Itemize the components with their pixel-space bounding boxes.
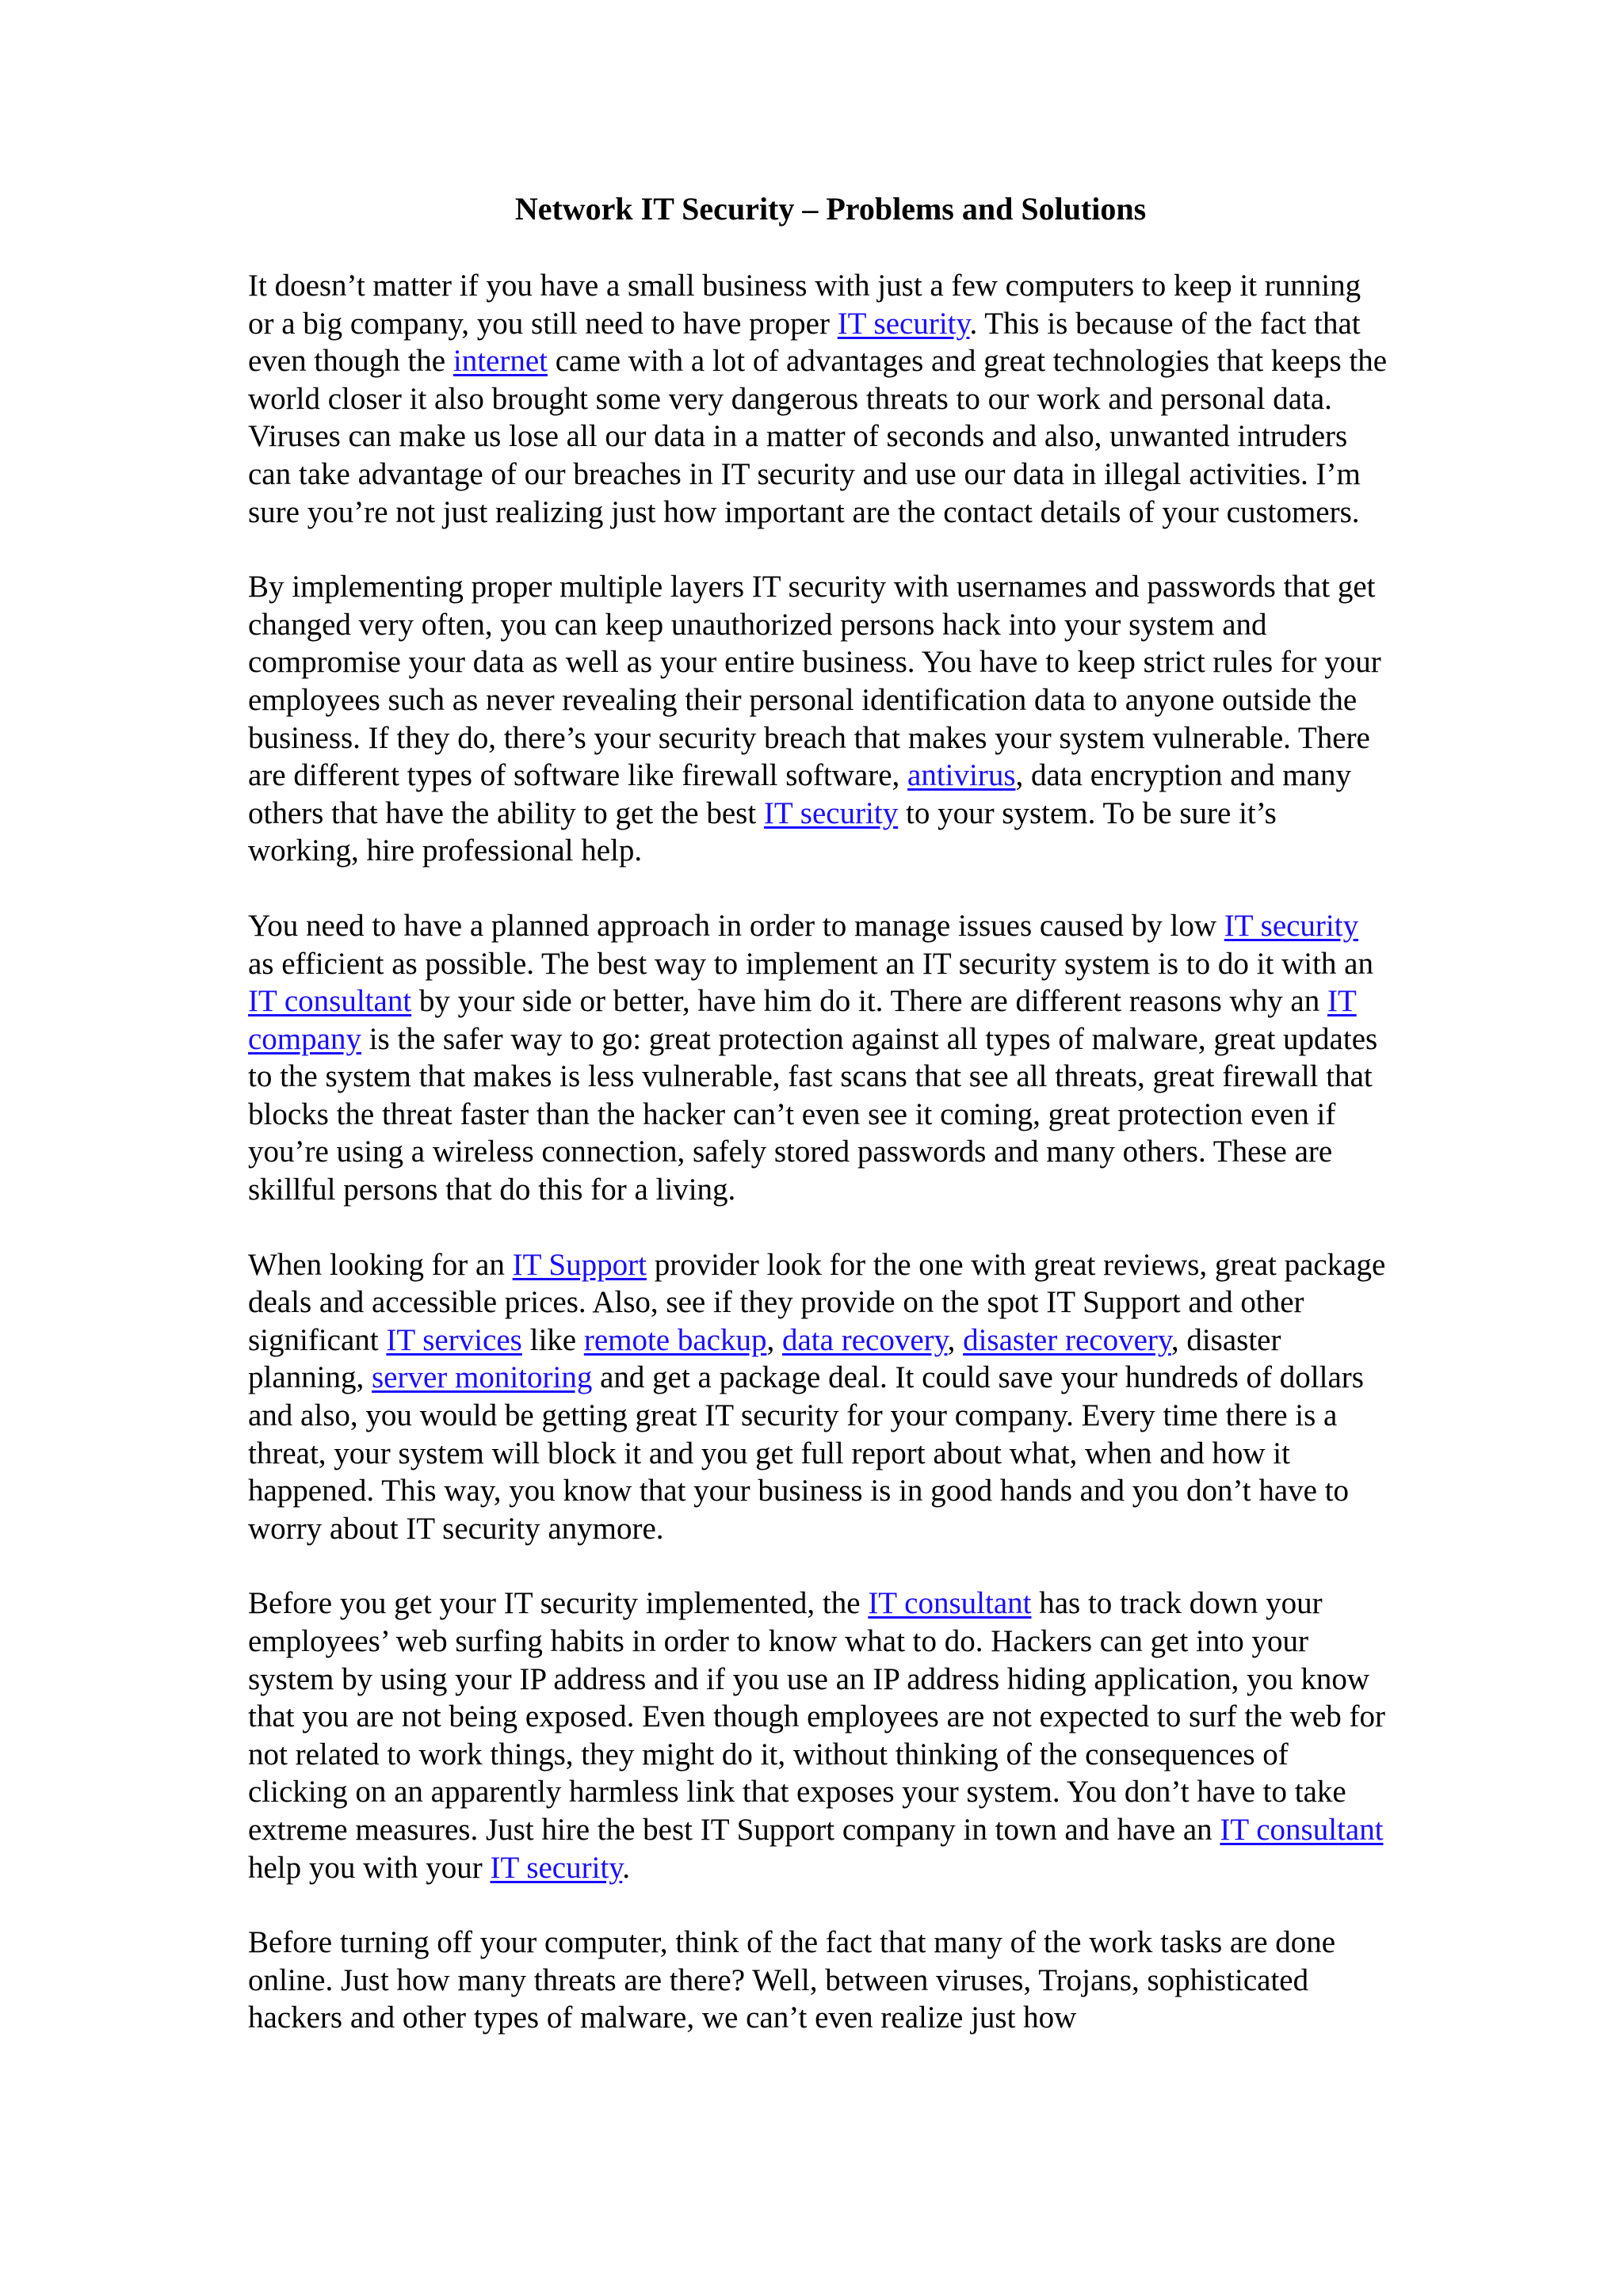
document-body <box>248 190 1389 2037</box>
paragraph-text: , disaster planning, <box>248 1322 1281 1395</box>
paragraph <box>248 1246 1389 1548</box>
paragraph-text: Before you get your IT security implemented, the <box>248 1586 869 1621</box>
paragraph-text: as efficient as possible. The best way to implement an IT security system is to do it with an <box>248 946 1373 981</box>
inline-link[interactable]: antivirus <box>907 758 1016 793</box>
paragraph-text: provider look for the one with great reviews, great package deals and accessible prices. Also, see if they provide on the spot IT Support and other significant <box>248 1247 1386 1357</box>
paragraph-text: and get a package deal. It could save your hundreds of dollars and also, you would be getting great IT security for your company. Every time there is a threat, your system will block it and you get full report about what, when and how it happened. This way, you know that your business is in good hands and you don’t have to worry about IT security anymore. <box>248 1360 1364 1546</box>
inline-link[interactable]: remote backup <box>583 1322 767 1357</box>
inline-link[interactable]: internet <box>453 344 548 379</box>
paragraph-text: , <box>766 1322 782 1357</box>
paragraph-text: Before turning off your computer, think of the fact that many of the work tasks are done online. Just how many threats are there? Well, between viruses, Trojans, sophisticated hackers and other types of malware, we can’t even realize just how <box>248 1925 1336 2035</box>
inline-link[interactable]: IT security <box>1224 908 1359 943</box>
paragraph-text: , data encryption and many others that have the ability to get the best <box>248 758 1351 830</box>
inline-link[interactable]: IT Support <box>512 1247 647 1282</box>
inline-link[interactable]: IT security <box>763 795 899 830</box>
paragraph-text: help you with your <box>248 1850 491 1885</box>
inline-link[interactable]: IT consultant <box>868 1586 1032 1621</box>
inline-link[interactable]: IT services <box>386 1322 522 1357</box>
paragraph-text: by your side or better, have him do it. There are different reasons why an <box>411 984 1327 1019</box>
inline-link[interactable]: disaster recovery <box>963 1322 1171 1357</box>
paragraph-text: has to track down your employees’ web surfing habits in order to know what to do. Hackers can get into your system by using your IP address and if you use an IP address hiding application, you know that you are not being exposed. Even though employees are not expected to surf the web for not related to work things, they might do it, without thinking of the consequences of clicking on an apparently harmless link that exposes your system. You don’t have to take extreme measures. Just hire the best IT Support company in town and have an <box>248 1586 1385 1847</box>
paragraph-text: came with a lot of advantages and great technologies that keeps the world closer it also brought some very dangerous threats to our work and personal data. Viruses can make us lose all our data in a matter of seconds and also, unwanted intruders can take advantage of our breaches in IT security and use our data in illegal activities. I’m sure you’re not just realizing just how important are the contact details of your customers. <box>248 344 1388 529</box>
paragraph-text: is the safer way to go: great protection against all types of malware, great updates to the system that makes is less vulnerable, fast scans that see all threats, great firewall that blocks the threat faster than the hacker can’t even see it coming, great protection even if you’re using a wireless connection, safely stored passwords and many others. These are skillful persons that do this for a living. <box>248 1021 1378 1207</box>
paragraph <box>248 267 1389 531</box>
paragraph <box>248 1585 1389 1886</box>
paragraph <box>248 1924 1389 2037</box>
inline-link[interactable]: IT security <box>490 1850 623 1885</box>
paragraph-list <box>248 267 1389 2037</box>
paragraph-text: . <box>622 1850 630 1885</box>
paragraph-text: You need to have a planned approach in order to manage issues caused by low <box>248 908 1224 943</box>
paragraph-text: like <box>521 1322 584 1357</box>
paragraph <box>248 568 1389 870</box>
inline-link[interactable]: IT security <box>837 306 970 341</box>
inline-link[interactable]: IT consultant <box>248 984 412 1019</box>
paragraph-text: By implementing proper multiple layers IT security with usernames and passwords that get changed very often, you can keep unauthorized persons hack into your system and compromise your data as well as your entire business. You have to keep strict rules for your employees such as never revealing their personal identification data to anyone outside the business. If they do, there’s your security breach that makes your system vulnerable. There are different types of software like firewall software, <box>248 570 1381 793</box>
paragraph-text: to your system. To be sure it’s working, hire professional help. <box>248 795 1277 868</box>
paragraph-text: . This is because of the fact that even though the <box>248 306 1361 379</box>
paragraph-text: It doesn’t matter if you have a small business with just a few computers to keep it running or a big company, you still need to have proper <box>248 269 1361 341</box>
paragraph-text: When looking for an <box>248 1247 513 1282</box>
inline-link[interactable]: IT consultant <box>1220 1812 1384 1847</box>
inline-link[interactable]: server monitoring <box>371 1360 593 1395</box>
paragraph <box>248 907 1389 1209</box>
inline-link[interactable]: data recovery <box>782 1322 948 1357</box>
paragraph-text: , <box>947 1322 964 1357</box>
document-title: Network IT Security – Problems and Solutions <box>514 191 1147 227</box>
inline-link[interactable]: IT company <box>248 984 1357 1056</box>
